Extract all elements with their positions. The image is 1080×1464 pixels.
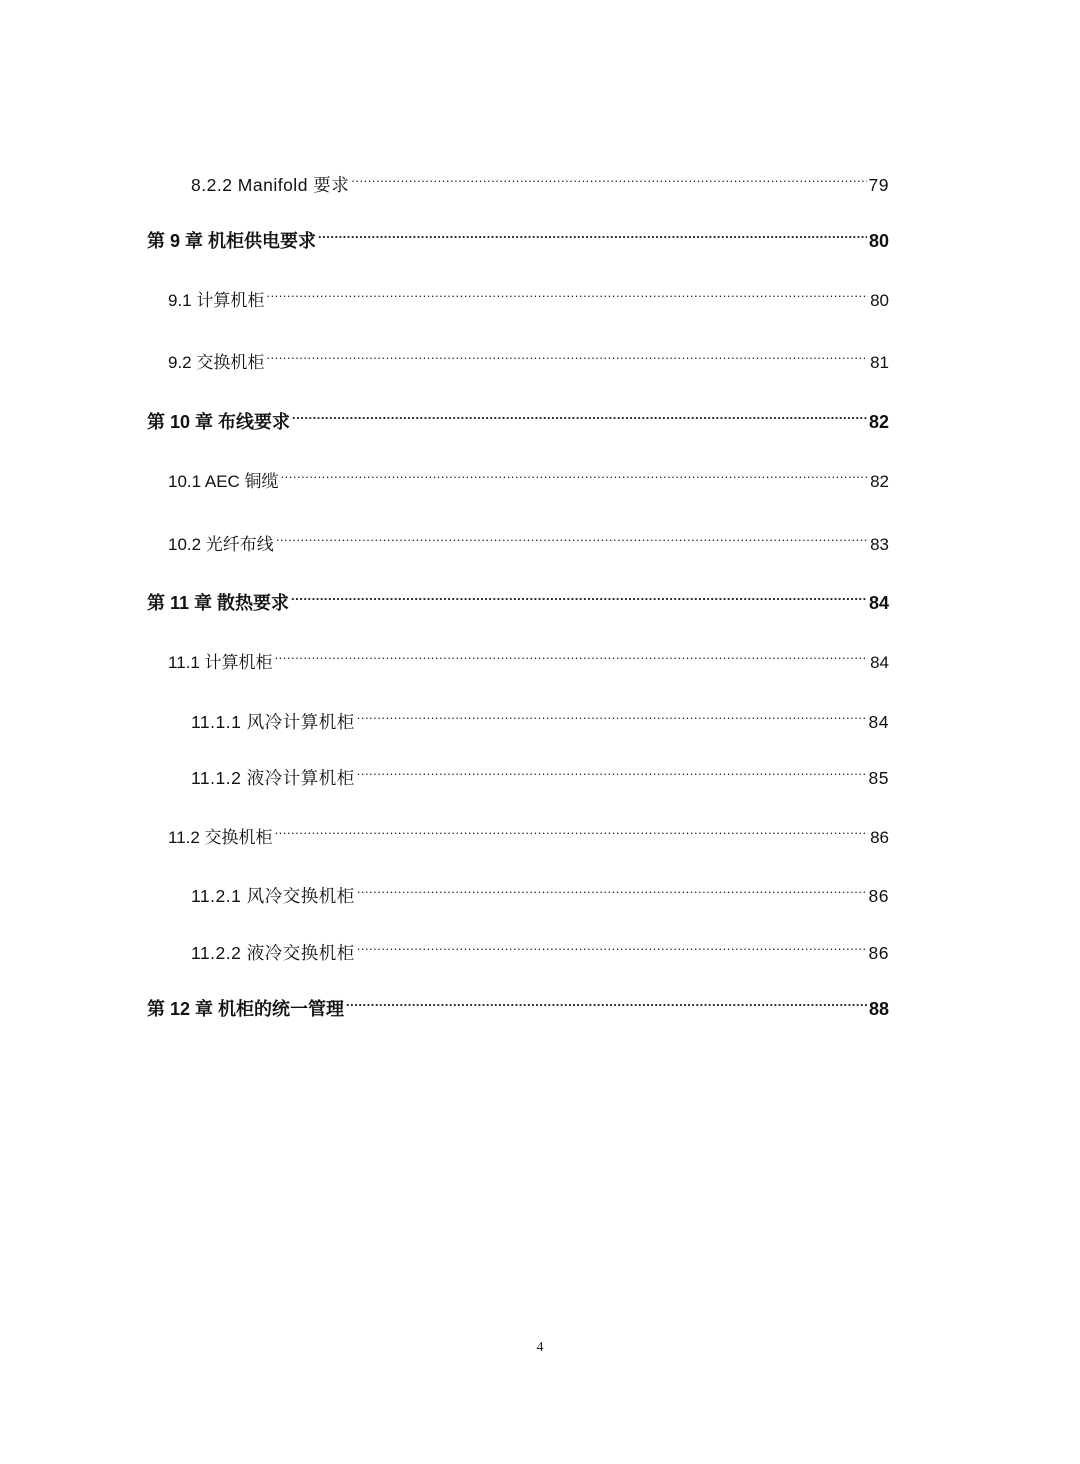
toc-entry-chapter-9[interactable] (147, 219, 889, 251)
toc-entry-8-2-2[interactable] (191, 163, 889, 195)
toc-leader-dots (357, 931, 867, 959)
toc-entry-10-1[interactable] (168, 459, 889, 491)
toc-leader-dots (357, 756, 867, 784)
toc-leader-dots (351, 163, 866, 191)
toc-entry-page: 84 (868, 712, 889, 732)
toc-leader-dots (275, 640, 869, 668)
toc-leader-dots (275, 815, 869, 843)
toc-entry-11-2-2[interactable] (191, 931, 889, 963)
toc-entry-label: 8.2.2 Manifold 要求 (191, 175, 350, 195)
toc-entry-page: 81 (870, 353, 889, 372)
toc-leader-dots (266, 278, 868, 306)
toc-entry-chapter-12[interactable] (147, 987, 889, 1019)
toc-entry-page: 84 (870, 653, 889, 672)
toc-entry-11-2-1[interactable] (191, 874, 889, 906)
toc-leader-dots (357, 700, 867, 728)
toc-entry-page: 86 (868, 886, 889, 906)
toc-entry-label: 11.1 计算机柜 (168, 653, 273, 672)
toc-entry-11-1[interactable] (168, 640, 889, 672)
page-number: 4 (536, 1340, 544, 1355)
toc-leader-dots (346, 987, 867, 1015)
toc-entry-page: 82 (870, 472, 889, 491)
toc-entry-label: 9.2 交换机柜 (168, 353, 265, 372)
toc-entry-chapter-11[interactable] (147, 581, 889, 613)
toc-entry-11-2[interactable] (168, 815, 889, 847)
toc-entry-10-2[interactable] (168, 522, 889, 554)
toc-entry-11-1-2[interactable] (191, 756, 889, 788)
toc-entry-label: 11.2 交换机柜 (168, 828, 273, 847)
toc-entry-chapter-10[interactable] (147, 400, 889, 432)
toc-leader-dots (276, 522, 868, 550)
toc-leader-dots (281, 459, 869, 487)
toc-entry-11-1-1[interactable] (191, 700, 889, 732)
toc-entry-label: 第 9 章 机柜供电要求 (147, 231, 317, 251)
toc-leader-dots (291, 581, 867, 609)
toc-entry-9-2[interactable] (168, 340, 889, 372)
toc-leader-dots (266, 340, 868, 368)
toc-entry-label: 第 10 章 布线要求 (147, 412, 291, 432)
toc-leader-dots (292, 400, 867, 428)
toc-entry-page: 80 (868, 231, 889, 251)
toc-entry-label: 第 12 章 机柜的统一管理 (147, 999, 345, 1019)
toc-entry-page: 88 (868, 999, 889, 1019)
toc-entry-label: 9.1 计算机柜 (168, 291, 265, 310)
toc-entry-label: 11.1.2 液冷计算机柜 (191, 768, 355, 788)
toc-leader-dots (318, 219, 867, 247)
toc-entry-page: 84 (868, 593, 889, 613)
toc-entry-9-1[interactable] (168, 278, 889, 310)
toc-entry-label: 11.2.1 风冷交换机柜 (191, 886, 355, 906)
toc-entry-page: 86 (868, 943, 889, 963)
toc-entry-label: 11.2.2 液冷交换机柜 (191, 943, 355, 963)
toc-entry-page: 82 (868, 412, 889, 432)
toc-entry-label: 10.2 光纤布线 (168, 535, 274, 554)
toc-entry-page: 85 (868, 768, 889, 788)
toc-entry-label: 10.1 AEC 铜缆 (168, 472, 279, 491)
toc-entry-page: 83 (870, 535, 889, 554)
toc-entry-label: 第 11 章 散热要求 (147, 593, 290, 613)
toc-leader-dots (357, 874, 867, 902)
toc-entry-page: 79 (868, 175, 889, 195)
toc-entry-label: 11.1.1 风冷计算机柜 (191, 712, 355, 732)
toc-entry-page: 86 (870, 828, 889, 847)
toc-entry-page: 80 (870, 291, 889, 310)
